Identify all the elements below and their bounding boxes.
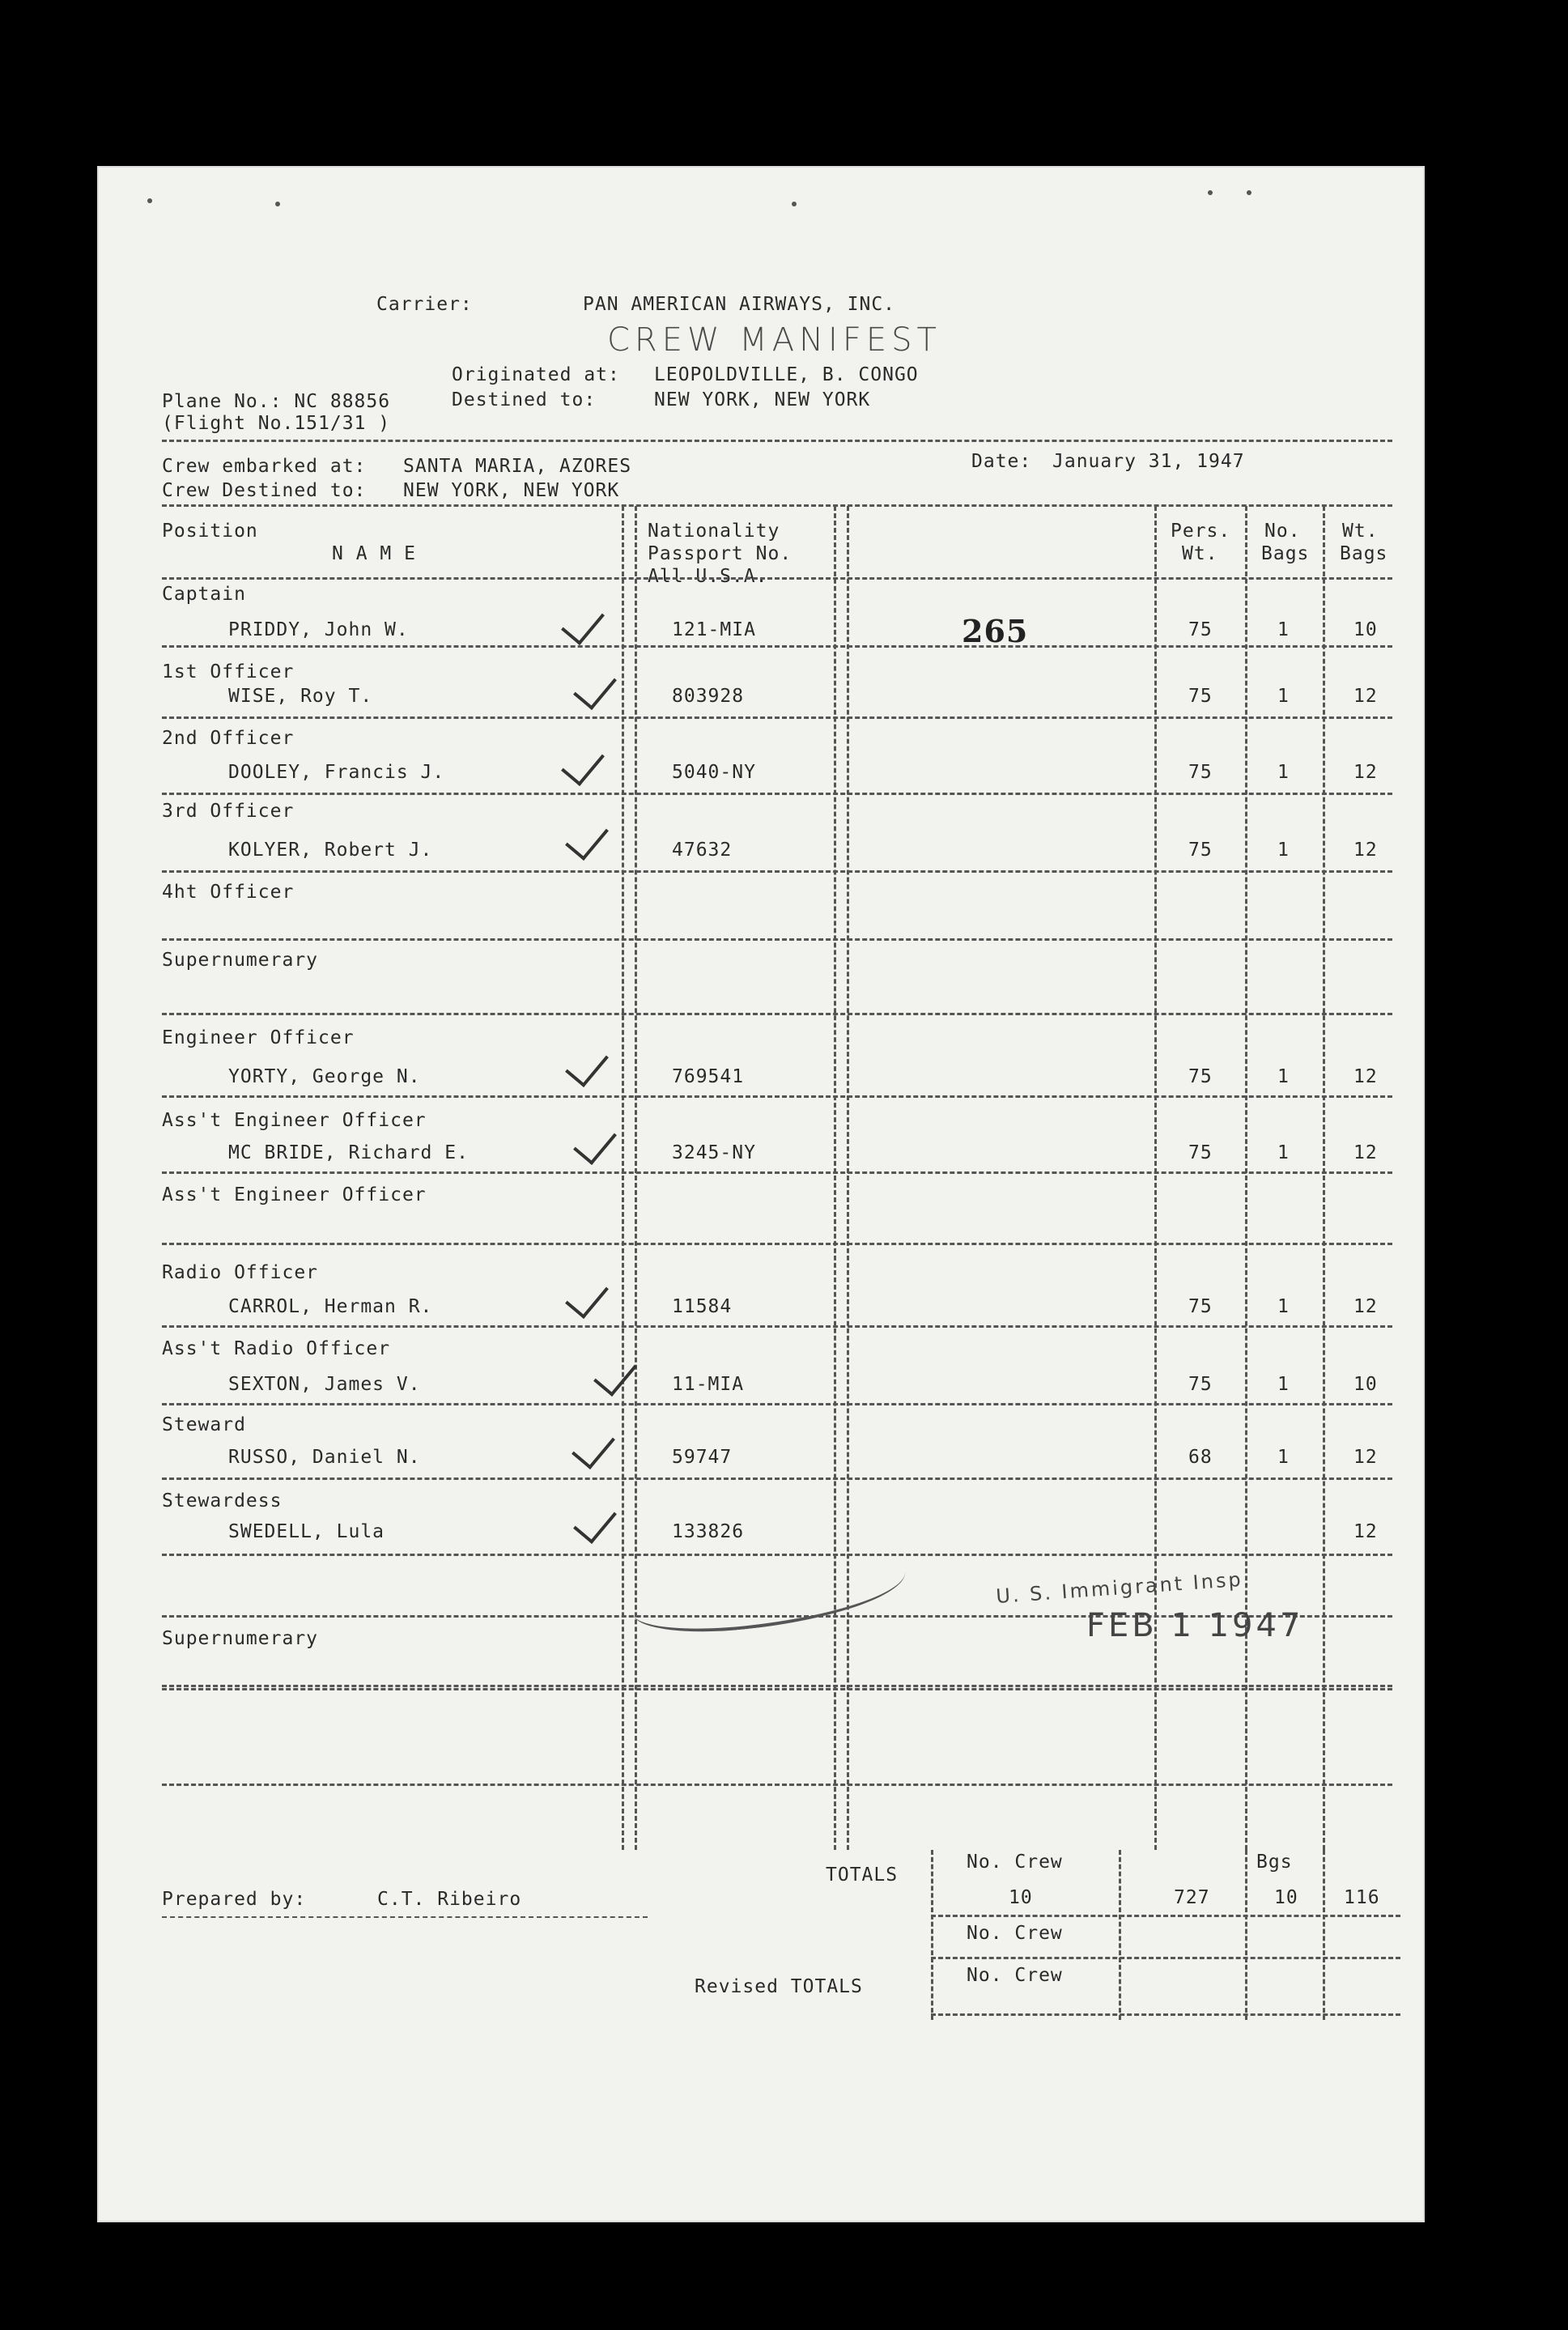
row-bag-weight: 12: [1353, 1296, 1378, 1317]
check-mark-icon: [573, 1499, 617, 1544]
row-passport: 59747: [672, 1447, 733, 1468]
column-rule: [1323, 506, 1325, 1850]
row-name: DOOLEY, Francis J.: [228, 762, 445, 783]
row-rule: [162, 1171, 1392, 1174]
total-weight: 727: [1174, 1887, 1210, 1908]
divider: [162, 504, 1392, 507]
divider: [162, 440, 1392, 442]
row-bags: 1: [1277, 1142, 1290, 1163]
col-bags: Bags: [1261, 543, 1310, 564]
check-mark-icon: [565, 1042, 609, 1087]
paper-speck: [147, 198, 152, 203]
row-passport: 3245-NY: [672, 1142, 756, 1163]
row-weight: 75: [1188, 1296, 1213, 1317]
row-rule: [162, 716, 1392, 719]
no-crew-label: No. Crew: [967, 1852, 1063, 1873]
col-passport: Passport No.: [648, 543, 792, 564]
flight-number: (Flight No.151/31 ): [162, 413, 391, 434]
crew-destined-label: Crew Destined to:: [162, 480, 367, 501]
row-weight: 75: [1188, 1142, 1213, 1163]
row-rule: [162, 1403, 1392, 1405]
row-position: 3rd Officer: [162, 801, 295, 822]
check-mark-icon: [573, 665, 617, 710]
row-name: WISE, Roy T.: [228, 686, 373, 707]
row-bags: 1: [1277, 619, 1290, 640]
row-bags: 1: [1277, 1447, 1290, 1468]
row-position: Radio Officer: [162, 1262, 319, 1283]
row-position: Steward: [162, 1414, 246, 1435]
paper-speck: [1247, 190, 1251, 195]
row-bag-weight: 12: [1353, 1521, 1378, 1542]
totals-rule: [931, 2013, 1400, 2016]
originated-label: Originated at:: [452, 364, 620, 385]
row-bags: 1: [1277, 762, 1290, 783]
embarked-label: Crew embarked at:: [162, 456, 367, 477]
originated-value: LEOPOLDVILLE, B. CONGO: [654, 364, 919, 385]
row-rule: [162, 645, 1392, 648]
total-bag-weight: 116: [1344, 1887, 1380, 1908]
row-rule: [162, 793, 1392, 795]
paper-speck: [275, 202, 280, 206]
row-bag-weight: 10: [1353, 619, 1378, 640]
carrier-label: Carrier:: [376, 294, 473, 315]
embarked-value: SANTA MARIA, AZORES: [403, 456, 632, 477]
row-weight: 75: [1188, 762, 1213, 783]
row-passport: 121-MIA: [672, 619, 756, 640]
row-passport: 769541: [672, 1066, 745, 1087]
row-bag-weight: 12: [1353, 686, 1378, 707]
row-position: Engineer Officer: [162, 1027, 355, 1048]
totals-rule: [1119, 1850, 1121, 2020]
row-position: 1st Officer: [162, 661, 295, 682]
row-passport: 133826: [672, 1521, 745, 1542]
signature-line: [162, 1916, 648, 1918]
totals-rule: [931, 1915, 1400, 1917]
row-name: SEXTON, James V.: [228, 1374, 421, 1395]
date-label: Date:: [971, 451, 1032, 472]
row-bag-weight: 12: [1353, 762, 1378, 783]
row-position: 4ht Officer: [162, 882, 295, 903]
row-rule: [162, 1478, 1392, 1480]
row-bags: 1: [1277, 840, 1290, 861]
col-wt: Wt.: [1342, 521, 1379, 542]
row-rule: [162, 1784, 1392, 1786]
total-bags: 10: [1274, 1887, 1298, 1908]
row-bag-weight: 12: [1353, 1066, 1378, 1087]
column-rule: [635, 506, 637, 1850]
col-no: No.: [1264, 521, 1301, 542]
column-rule: [1154, 506, 1157, 1850]
col-nationality: Nationality: [648, 521, 780, 542]
col-name: N A M E: [332, 543, 416, 564]
row-weight: 68: [1188, 1447, 1213, 1468]
row-weight: 75: [1188, 1066, 1213, 1087]
row-bags: 1: [1277, 1066, 1290, 1087]
col-pers: Pers.: [1171, 521, 1231, 542]
totals-rule: [1245, 1850, 1247, 2020]
column-rule: [1245, 506, 1247, 1850]
row-passport: 11584: [672, 1296, 733, 1317]
row-passport: 47632: [672, 840, 733, 861]
check-mark-icon: [572, 1424, 615, 1469]
row-weight: 75: [1188, 619, 1213, 640]
row-weight: 75: [1188, 686, 1213, 707]
immigration-stamp-date: FEB 1 1947: [1086, 1607, 1304, 1644]
handwritten-number: 265: [962, 613, 1029, 649]
row-bags: 1: [1277, 1296, 1290, 1317]
carrier-name: PAN AMERICAN AIRWAYS, INC.: [583, 294, 896, 315]
date-value: January 31, 1947: [1052, 451, 1245, 472]
row-weight: 75: [1188, 1374, 1213, 1395]
check-mark-icon: [565, 1273, 609, 1319]
check-mark-icon: [565, 815, 609, 861]
row-passport: 5040-NY: [672, 762, 756, 783]
row-name: KOLYER, Robert J.: [228, 840, 433, 861]
check-mark-icon: [573, 1120, 617, 1165]
total-crew: 10: [1009, 1887, 1033, 1908]
row-position: Ass't Engineer Officer: [162, 1184, 427, 1205]
paper-speck: [792, 202, 797, 206]
row-bag-weight: 12: [1353, 1142, 1378, 1163]
destined-value: NEW YORK, NEW YORK: [654, 389, 871, 410]
row-bag-weight: 10: [1353, 1374, 1378, 1395]
row-name: RUSSO, Daniel N.: [228, 1447, 421, 1468]
document-title: CREW MANIFEST: [607, 321, 941, 359]
row-rule: [162, 1685, 1392, 1687]
row-name: SWEDELL, Lula: [228, 1521, 385, 1542]
row-position: Supernumerary: [162, 950, 319, 971]
totals-rule: [1323, 1850, 1325, 2020]
row-passport: 803928: [672, 686, 745, 707]
destined-label: Destined to:: [452, 389, 597, 410]
row-rule: [162, 1095, 1392, 1098]
row-rule: [162, 870, 1392, 873]
prepared-label: Prepared by:: [162, 1889, 307, 1910]
row-position: Stewardess: [162, 1490, 283, 1512]
row-name: CARROL, Herman R.: [228, 1296, 433, 1317]
column-rule: [834, 506, 836, 1850]
row-position: Ass't Radio Officer: [162, 1338, 391, 1359]
row-rule: [162, 1243, 1392, 1245]
row-bags: 1: [1277, 686, 1290, 707]
row-rule: [162, 1688, 1392, 1690]
row-passport: 11-MIA: [672, 1374, 745, 1395]
totals-rule: [931, 1850, 933, 2020]
plane-number: Plane No.: NC 88856: [162, 391, 391, 412]
row-weight: 75: [1188, 840, 1213, 861]
check-mark-icon: [561, 600, 605, 645]
row-position: Supernumerary: [162, 1628, 319, 1649]
row-name: MC BRIDE, Richard E.: [228, 1142, 469, 1163]
row-position: Ass't Engineer Officer: [162, 1110, 427, 1131]
signature: [629, 1544, 910, 1640]
header-divider: [162, 577, 1392, 580]
totals-label: TOTALS: [826, 1864, 899, 1886]
manifest-page: [97, 166, 1425, 2222]
totals-rule: [931, 1957, 1400, 1959]
row-bag-weight: 12: [1353, 840, 1378, 861]
no-crew-label: No. Crew: [967, 1965, 1063, 1986]
row-bag-weight: 12: [1353, 1447, 1378, 1468]
column-rule: [847, 506, 849, 1850]
crew-destined-value: NEW YORK, NEW YORK: [403, 480, 620, 501]
row-name: PRIDDY, John W.: [228, 619, 409, 640]
col-position: Position: [162, 521, 258, 542]
row-rule: [162, 1013, 1392, 1015]
prepared-by: C.T. Ribeiro: [377, 1889, 522, 1910]
column-rule: [622, 506, 624, 1850]
row-position: Captain: [162, 584, 246, 605]
row-rule: [162, 1554, 1392, 1556]
row-name: YORTY, George N.: [228, 1066, 421, 1087]
row-rule: [162, 938, 1392, 941]
immigration-stamp-line1: U. S. Immigrant Insp.: [995, 1567, 1253, 1609]
col-pers-wt: Wt.: [1182, 543, 1218, 564]
row-position: 2nd Officer: [162, 728, 295, 749]
bgs-label: Bgs: [1256, 1852, 1293, 1873]
revised-totals-label: Revised TOTALS: [695, 1976, 863, 1997]
col-all-usa: All U.S.A.: [648, 566, 768, 587]
check-mark-icon: [561, 741, 605, 786]
row-rule: [162, 1325, 1392, 1328]
paper-speck: [1208, 190, 1213, 195]
row-bags: 1: [1277, 1374, 1290, 1395]
check-mark-icon: [593, 1351, 637, 1397]
col-wt-bags: Bags: [1340, 543, 1388, 564]
no-crew-label: No. Crew: [967, 1923, 1063, 1944]
